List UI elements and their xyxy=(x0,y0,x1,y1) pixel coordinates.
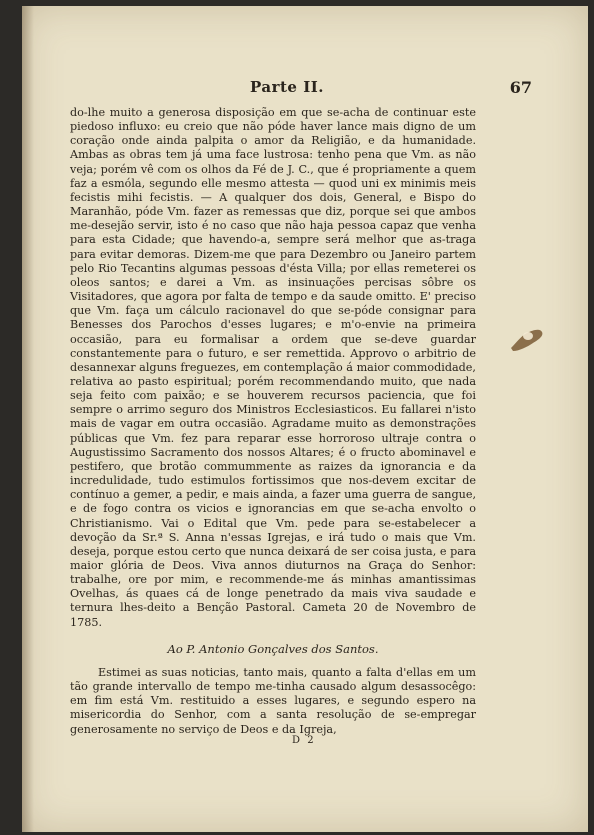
letter-heading: Ao P. Antonio Gonçalves dos Santos. xyxy=(167,641,379,656)
page-gutter-shadow xyxy=(22,6,34,832)
paragraph-2: Estimei as suas noticias, tanto mais, quanto a falta d'ellas em um tão grande intervallo de tempo me-tinha causado algum desassocêgo: em fim está Vm. restituido a esses lugares, e segundo espero na misericordia do Senhor, com a santa resolução de se-empregar generosamente no serviço de Deos e da Igreja, xyxy=(70,665,476,736)
page-number: 67 xyxy=(509,78,532,97)
book-page xyxy=(22,6,588,832)
signature-mark: D 2 xyxy=(292,735,316,746)
running-head: Parte II. xyxy=(250,78,324,96)
body-text xyxy=(70,106,476,737)
paragraph-1: do-lhe muito a generosa disposição em que se-acha de continuar este piedoso influxo: eu creio que não póde haver lance mais digno de um coração onde ainda palpita o amor da Religião, e da humanidade. Ambas as obras tem já uma face lustrosa: tenho pena que Vm. as não veja; porém vê com os olhos da Fé de J. C., que é propriamente a quem faz a esmóla, segundo elle mesmo attesta — quod uni ex minimis meis fecistis mihi fecistis. — A qualquer dos dois, General, e Bispo do Maranhão, póde Vm. fazer as remessas que diz, porque sei que ambos me-desejão servir, isto é no caso que não haja pessoa capaz que venha para esta Cidade; que havendo-a, sempre será melhor que as-traga para evitar demoras. Dizem-me que para Dezembro ou Janeiro partem pelo Rio Tecantins algumas pessoas d'ésta Villa; por ellas remeterei os oleos santos; e darei a Vm. as insinuações percisas sôbre os Visitadores, que agora por falta de tempo e da saude omitto. E' preciso que Vm. faça um cálculo racionavel do que se-póde consignar para Benesses dos Parochos d'esses lugares; e m'o-envie na primeira occasião, para eu formalisar a ordem que se-deve guardar constantemente para o futuro, e ser remettida. Approvo o arbitrio de desannexar alguns freguezes, em contemplação á maior commodidade, relativa ao pasto espiritual; porém recommendando muito, que nada seja feito com paixão; e se houverem recursos paciencia, que foi sempre o arrimo seguro dos Ministros Ecclesiasticos. Eu fallarei n'isto mais de vagar em outra occasião. Agradame muito as demonstrações públicas que Vm. fez para reparar esse horroroso ultraje contra o Augustissimo Sacramento dos nossos Altares; é o fructo abominavel e pestifero, que brotão commummente as raizes da ignorancia e da incredulidade, tudo estimulos fortissimos que nos-devem excitar de contínuo a gemer, a pedir, e mais ainda, a fazer uma guerra de sangue, e de fogo contra os vicios e ignorancias em que se-acha envolto o Christianismo. Vai o Edital que Vm. pede para se-estabelecer a devoção da Sr.ª S. Anna n'essas Igrejas, e irá tudo o mais que Vm. deseja, porque estou certo que nunca deixará de ser coisa justa, e para maior glória de Deos. Viva annos diuturnos na Graça do Senhor: trabalhe, ore por mim, e recommende-me ás minhas amantissimas Ovelhas, ás quaes cá de longe penetrado da mais viva saudade e ternura lhes-deito a Benção Pastoral. Cameta 20 de Novembro de 1785. xyxy=(70,106,476,629)
page-header xyxy=(92,78,532,100)
ink-stain-icon xyxy=(507,324,545,354)
